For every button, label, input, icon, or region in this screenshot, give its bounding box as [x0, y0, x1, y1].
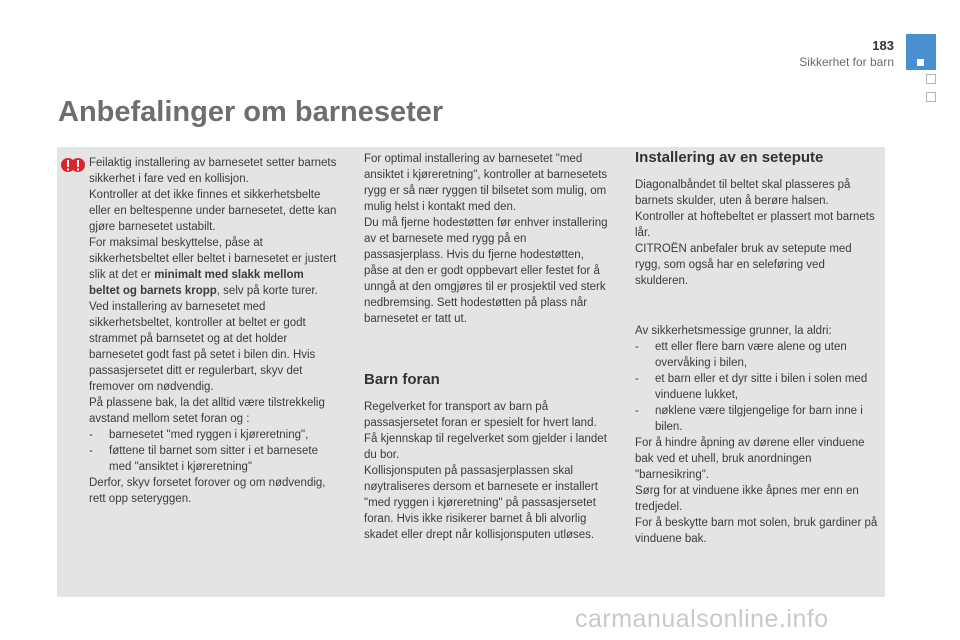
warning-paragraph-6: Derfor, skyv forsetet forover og om nødvendig, rett opp seteryggen.: [89, 477, 329, 505]
warning-paragraph-3-end: , selv på korte turer.: [216, 285, 318, 297]
front-child-section: [364, 371, 611, 543]
warning-exclamation-icon: [61, 156, 85, 174]
safety-paragraph-2: For å hindre åpning av dørene eller vinduene bak ved et uhell, bruk anordningen "barnesikring".: [635, 437, 868, 481]
section-name: Sikkerhet for barn: [799, 55, 894, 69]
booster-paragraph-3: CITROËN anbefaler bruk av setepute med rygg, som også har en seleføring ved skulderen.: [635, 243, 855, 287]
list-item: - et barn eller et dyr sitte i bilen i solen med vinduene lukket,: [635, 371, 879, 403]
safety-paragraph-1: Av sikkerhetsmessige grunner, la aldri:: [635, 325, 832, 337]
right-column: [635, 149, 879, 547]
safety-paragraph-4: For å beskytte barn mot solen, bruk gardiner på vinduene bak.: [635, 517, 881, 545]
page-title: Anbefalinger om barneseter: [58, 96, 444, 128]
front-child-paragraph-3: Kollisjonsputen på passasjerplassen skal nøytraliseres dersom et barnesete er installert "med ryggen i kjøreretning" på passasjersetet foran. Hvis ikke risikerer barnet å bli alvorlig skadet eller drept når kollisjonsputen utløses.: [364, 465, 602, 541]
warning-paragraph-3: [89, 235, 340, 299]
warning-paragraph-1: Feilaktig installering av barnesetet setter barnets sikkerhet i fare ved en kollisjon.: [89, 157, 340, 185]
booster-heading: Installering av en setepute: [635, 149, 824, 166]
warning-paragraph-2: Kontroller at det ikke finnes et sikkerhetsbelte eller en beltespenne under barnesetet, dette kan gjøre barnesetet ustabilt.: [89, 189, 340, 233]
chapter-tab-marker: [917, 59, 924, 66]
chapter-nav-box-1: [926, 74, 936, 84]
booster-paragraph-1: Diagonalbåndet til beltet skal plasseres på barnets skulder, uten å berøre halsen.: [635, 179, 854, 207]
warning-paragraph-5: På plassene bak, la det alltid være tilstrekkelig avstand mellom setet foran og :: [89, 397, 329, 425]
list-item: - barnesetet "med ryggen i kjøreretning",: [89, 427, 337, 443]
front-child-paragraph-1: Regelverket for transport av barn på passasjersetet foran er spesielt for hvert land.: [364, 401, 597, 429]
safety-section: [635, 323, 879, 547]
content-panel: [57, 147, 885, 597]
booster-paragraph-2: Kontroller at hoftebeltet er plassert mot barnets lår.: [635, 211, 878, 239]
warning-paragraph-3-emphasis: minimalt med slakk mellom beltet og barnets kropp: [89, 269, 307, 297]
chapter-tab: [906, 34, 936, 70]
never-leave-list: [635, 339, 879, 435]
front-child-heading: Barn foran: [364, 371, 440, 388]
booster-section: [635, 177, 879, 289]
warning-paragraph-4: Ved installering av barnesetet med sikkerhetsbeltet, kontroller at beltet er godt strammet på barnsetet og at det holder barnesetet godt fast på setet i bilen din. Hvis passasjersetet ditt er regulerbart, skyv det fremover om nødvendig.: [89, 301, 319, 393]
list-item: - ett eller flere barn være alene og uten overvåking i bilen,: [635, 339, 879, 371]
page-number: 183: [872, 38, 894, 53]
chapter-nav-box-2: [926, 92, 936, 102]
warning-paragraph-3-start: For maksimal beskyttelse, påse at sikkerhetsbeltet eller beltet i barnesetet er justert slik at det er: [89, 237, 340, 281]
list-item: - føttene til barnet som sitter i et barnesete med "ansiktet i kjøreretning": [89, 443, 337, 475]
front-child-paragraph-2: Få kjennskap til regelverket som gjelder i landet du bor.: [364, 433, 611, 461]
middle-column: [364, 151, 611, 543]
warning-column: [89, 155, 340, 507]
installation-paragraph-1: For optimal installering av barnesetet "med ansiktet i kjøreretning", kontroller at barnesetets rygg er så nær ryggen til bilsetet som mulig, om mulig helst i kontakt med den.: [364, 153, 611, 213]
safety-paragraph-3: Sørg for at vinduene ikke åpnes mer enn en tredjedel.: [635, 485, 862, 513]
installation-paragraph-2: Du må fjerne hodestøtten før enhver installering av et barnesete med rygg på en passasjerplass. Hvis du fjerne hodestøtten, påse at den er godt oppbevart eller festet for å unngå at den omgjøres til er prosjektil ved sterk nedbremsing. Sett hodestøtten på plass når barnesetet er tatt ut.: [364, 217, 611, 325]
rear-seat-list: [89, 427, 337, 475]
list-item: - nøklene være tilgjengelige for barn inne i bilen.: [635, 403, 879, 435]
watermark: carmanualsonline.info: [575, 605, 829, 633]
